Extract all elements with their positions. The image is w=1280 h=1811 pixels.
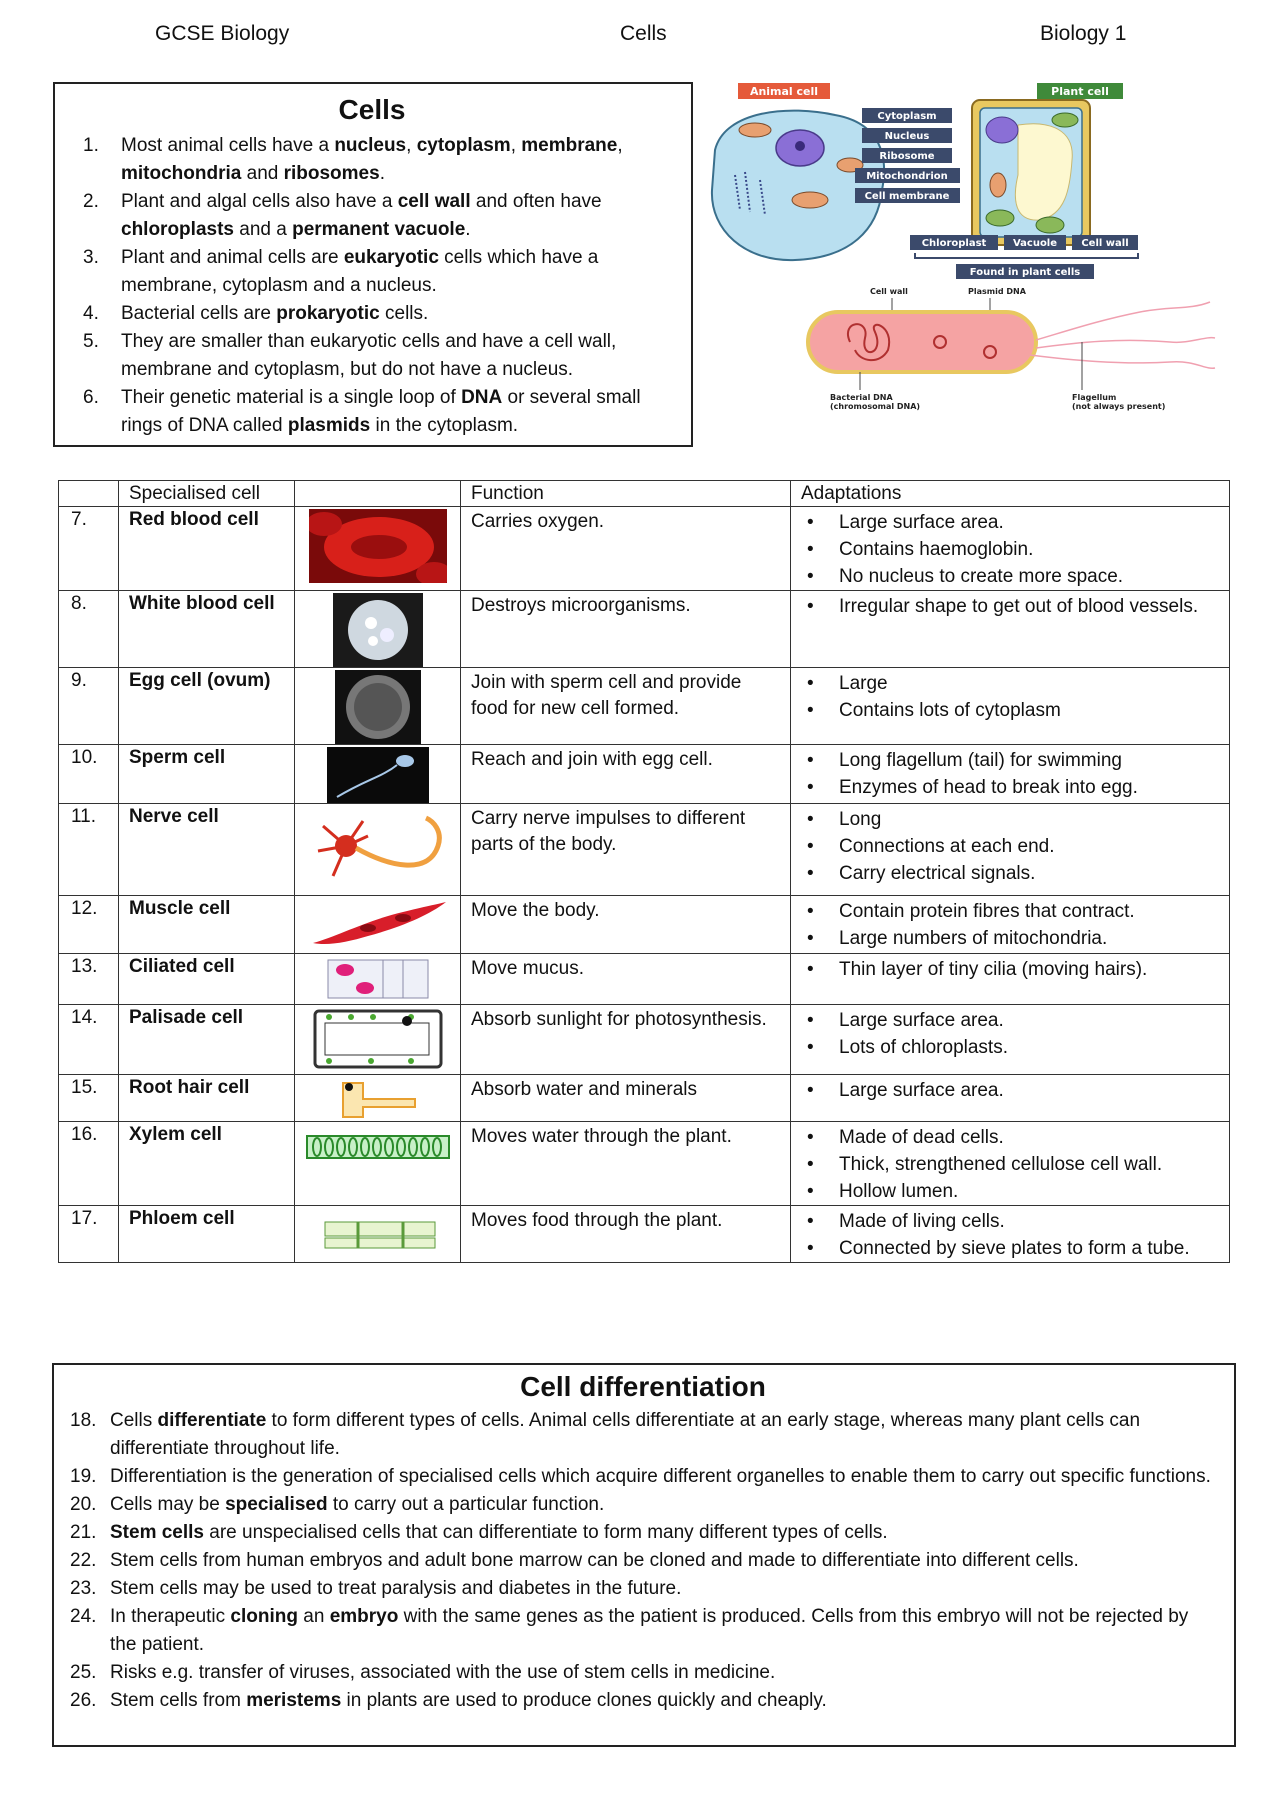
item-number: 3. <box>83 247 99 268</box>
cell-adaptations <box>791 1075 1230 1122</box>
differentiation-list <box>70 1407 1216 1715</box>
cell-name: Sperm cell <box>119 745 295 804</box>
bullet-icon: • <box>807 777 814 798</box>
bullet-icon: • <box>807 566 814 587</box>
item-text: In therapeutic cloning an embryo with the same genes as the patient is produced. Cells from this embryo will not be rejected by the patient. <box>110 1606 1189 1655</box>
plant-bracket <box>915 253 1138 258</box>
table-row <box>59 745 1230 804</box>
row-number: 7. <box>59 507 119 591</box>
adaptation-text: Enzymes of head to break into egg. <box>839 777 1138 798</box>
cells-list <box>73 132 671 440</box>
bact-plasmid-label: Plasmid DNA <box>968 287 1026 296</box>
adaptation-item <box>801 509 1219 536</box>
adaptation-item <box>801 833 1219 860</box>
item-text: Bacterial cells are prokaryotic cells. <box>121 303 429 324</box>
xylem-cell-image <box>303 1124 453 1168</box>
cell-function: Join with sperm cell and provide food for new cell formed. <box>461 668 791 745</box>
cell-adaptations <box>791 668 1230 745</box>
label-mitochondrion: Mitochondrion <box>866 171 948 182</box>
bact-body <box>808 312 1036 372</box>
item-text: Stem cells from human embryos and adult bone marrow can be cloned and made to differentiate into different cells. <box>110 1550 1079 1571</box>
cell-adaptations <box>791 1206 1230 1263</box>
adaptation-text: Connected by sieve plates to form a tube. <box>839 1238 1190 1259</box>
bacterium <box>808 287 1215 411</box>
table-row <box>59 804 1230 896</box>
cell-adaptations <box>791 591 1230 668</box>
cells-box-title: Cells <box>338 94 406 125</box>
bullet-icon: • <box>807 1010 814 1031</box>
cell-adaptations <box>791 1122 1230 1206</box>
item-number: 1. <box>83 135 99 156</box>
row-number: 17. <box>59 1206 119 1263</box>
adaptation-text: Made of living cells. <box>839 1211 1005 1232</box>
differentiation-item <box>70 1659 1216 1687</box>
differentiation-item <box>70 1575 1216 1603</box>
adaptation-item <box>801 774 1219 801</box>
bullet-icon: • <box>807 901 814 922</box>
differentiation-item <box>70 1547 1216 1575</box>
item-text: Stem cells from meristems in plants are used to produce clones quickly and cheaply. <box>110 1690 827 1711</box>
row-number: 8. <box>59 591 119 668</box>
bullet-icon: • <box>807 1080 814 1101</box>
bact-flagellum-label-1: Flagellum <box>1072 393 1117 402</box>
header-topic: Cells <box>620 22 667 45</box>
muscle-cell-image <box>308 898 448 950</box>
label-ribosome: Ribosome <box>879 151 935 162</box>
bullet-icon: • <box>807 863 814 884</box>
bullet-icon: • <box>807 1211 814 1232</box>
cell-image <box>295 591 461 668</box>
cell-image <box>295 668 461 745</box>
cell-adaptations <box>791 896 1230 954</box>
bact-cell-wall-label: Cell wall <box>870 287 908 296</box>
item-number: 5. <box>83 331 99 352</box>
adaptation-text: Contains haemoglobin. <box>839 539 1034 560</box>
adaptation-text: Long <box>839 809 882 830</box>
table-header-row <box>59 481 1230 507</box>
item-text: Their genetic material is a single loop of DNA or several small rings of DNA called plasmids in the cytoplasm. <box>121 387 641 436</box>
cell-image <box>295 745 461 804</box>
adaptation-item <box>801 1208 1219 1235</box>
bullet-icon: • <box>807 700 814 721</box>
adaptation-item <box>801 536 1219 563</box>
adaptation-item <box>801 1077 1219 1104</box>
adaptation-item <box>801 670 1219 697</box>
cell-image <box>295 1122 461 1206</box>
adaptation-text: Contains lots of cytoplasm <box>839 700 1061 721</box>
bact-dna-label-2: (chromosomal DNA) <box>830 402 921 411</box>
cell-image <box>295 1206 461 1263</box>
bullet-icon: • <box>807 1127 814 1148</box>
adaptation-item <box>801 563 1219 590</box>
plant-chloroplast-3 <box>1052 113 1078 127</box>
cell-adaptations <box>791 745 1230 804</box>
bullet-icon: • <box>807 512 814 533</box>
plant-nucleus <box>986 117 1018 143</box>
ciliated-cell-image <box>323 956 433 1002</box>
cell-adaptations <box>791 804 1230 896</box>
cell-function: Destroys microorganisms. <box>461 591 791 668</box>
adaptation-item <box>801 806 1219 833</box>
phloem-cell-image <box>313 1208 443 1258</box>
cell-image <box>295 804 461 896</box>
item-number: 6. <box>83 387 99 408</box>
adaptation-item <box>801 898 1219 925</box>
item-text: Stem cells are unspecialised cells that can differentiate to form many different types of cells. <box>110 1522 888 1543</box>
adaptation-item <box>801 1007 1219 1034</box>
cell-function: Absorb sunlight for photosynthesis. <box>461 1005 791 1075</box>
item-text: Stem cells may be used to treat paralysis and diabetes in the future. <box>110 1578 682 1599</box>
row-number: 12. <box>59 896 119 954</box>
item-text: Differentiation is the generation of specialised cells which acquire different organelles to enable them to carry out specific functions. <box>110 1466 1211 1487</box>
row-number: 9. <box>59 668 119 745</box>
plant-mitochondrion <box>990 173 1006 197</box>
animal-mitochondrion-1 <box>739 123 771 137</box>
cell-function: Move mucus. <box>461 954 791 1005</box>
table-row <box>59 1005 1230 1075</box>
header-image <box>295 481 461 507</box>
plant-only-labels <box>910 235 1138 279</box>
item-number: 22. <box>70 1550 97 1571</box>
bullet-icon: • <box>807 836 814 857</box>
cell-adaptations <box>791 1005 1230 1075</box>
cell-name: Muscle cell <box>119 896 295 954</box>
plant-chloroplast-1 <box>986 210 1014 226</box>
adaptation-text: Lots of chloroplasts. <box>839 1037 1008 1058</box>
row-number: 15. <box>59 1075 119 1122</box>
bact-flagellum-label-2: (not always present) <box>1072 402 1166 411</box>
cell-adaptations <box>791 954 1230 1005</box>
adaptation-text: No nucleus to create more space. <box>839 566 1124 587</box>
cells-list-item <box>73 132 671 188</box>
label-vacuole: Vacuole <box>1012 238 1058 249</box>
adaptation-item <box>801 860 1219 887</box>
bact-dna-label-1: Bacterial DNA <box>830 393 893 402</box>
adaptation-text: Carry electrical signals. <box>839 863 1036 884</box>
cell-image <box>295 1075 461 1122</box>
item-text: Plant and algal cells also have a cell wall and often have chloroplasts and a permanent vacuole. <box>121 191 602 240</box>
bullet-icon: • <box>807 596 814 617</box>
label-cell-membrane: Cell membrane <box>864 191 950 202</box>
cells-list-item <box>73 328 671 384</box>
differentiation-item <box>70 1407 1216 1463</box>
item-text: Most animal cells have a nucleus, cytoplasm, membrane, mitochondria and ribosomes. <box>121 135 623 184</box>
adaptation-text: Hollow lumen. <box>839 1181 959 1202</box>
cells-box <box>53 82 693 447</box>
label-cytoplasm: Cytoplasm <box>877 111 937 122</box>
table-body <box>59 507 1230 1263</box>
differentiation-item <box>70 1491 1216 1519</box>
table-row <box>59 668 1230 745</box>
header-adaptations: Adaptations <box>791 481 1230 507</box>
adaptation-text: Large surface area. <box>839 512 1004 533</box>
bullet-icon: • <box>807 1154 814 1175</box>
header-unit: Biology 1 <box>1040 22 1127 45</box>
item-number: 2. <box>83 191 99 212</box>
cell-name: Nerve cell <box>119 804 295 896</box>
cell-image <box>295 1005 461 1075</box>
item-text: Risks e.g. transfer of viruses, associated with the use of stem cells in medicine. <box>110 1662 776 1683</box>
label-cell-wall: Cell wall <box>1081 238 1129 249</box>
item-text: Cells differentiate to form different types of cells. Animal cells differentiate at an early stage, whereas many plant cells can differentiate throughout life. <box>110 1410 1141 1459</box>
cell-function: Moves food through the plant. <box>461 1206 791 1263</box>
palisade-cell-image <box>311 1007 445 1071</box>
cell-name: Red blood cell <box>119 507 295 591</box>
item-number: 4. <box>83 303 99 324</box>
adaptation-text: Long flagellum (tail) for swimming <box>839 750 1122 771</box>
cell-name: Ciliated cell <box>119 954 295 1005</box>
adaptation-text: Connections at each end. <box>839 836 1055 857</box>
item-number: 20. <box>70 1494 97 1515</box>
adaptation-item <box>801 747 1219 774</box>
cells-list-item <box>73 244 671 300</box>
differentiation-item <box>70 1603 1216 1659</box>
cell-differentiation-box <box>52 1363 1236 1747</box>
cell-function: Reach and join with egg cell. <box>461 745 791 804</box>
table-row <box>59 954 1230 1005</box>
table-row <box>59 1075 1230 1122</box>
differentiation-title: Cell differentiation <box>520 1371 766 1402</box>
adaptation-item <box>801 593 1219 620</box>
bullet-icon: • <box>807 539 814 560</box>
adaptation-item <box>801 1034 1219 1061</box>
adaptation-text: Thin layer of tiny cilia (moving hairs). <box>839 959 1148 980</box>
row-number: 16. <box>59 1122 119 1206</box>
label-nucleus: Nucleus <box>884 131 930 142</box>
nerve-cell-image <box>308 806 448 890</box>
cells-list-item <box>73 300 671 328</box>
adaptation-item <box>801 1151 1219 1178</box>
table-row <box>59 896 1230 954</box>
row-number: 14. <box>59 1005 119 1075</box>
red-blood-cell-image <box>309 509 447 583</box>
cells-list-item <box>73 384 671 440</box>
cell-name: White blood cell <box>119 591 295 668</box>
item-text: Cells may be specialised to carry out a particular function. <box>110 1494 605 1515</box>
table-row <box>59 591 1230 668</box>
item-number: 23. <box>70 1578 97 1599</box>
bullet-icon: • <box>807 809 814 830</box>
cell-function: Move the body. <box>461 896 791 954</box>
cell-image <box>295 954 461 1005</box>
item-number: 21. <box>70 1522 97 1543</box>
item-number: 25. <box>70 1662 97 1683</box>
adaptation-item <box>801 1235 1219 1262</box>
item-number: 26. <box>70 1690 97 1711</box>
bullet-icon: • <box>807 1037 814 1058</box>
cell-function: Absorb water and minerals <box>461 1075 791 1122</box>
adaptation-item <box>801 925 1219 952</box>
cell-diagram <box>700 80 1220 475</box>
adaptation-text: Made of dead cells. <box>839 1127 1004 1148</box>
differentiation-item <box>70 1463 1216 1491</box>
cell-image <box>295 896 461 954</box>
specialised-cells-table <box>58 480 1230 1263</box>
item-text: They are smaller than eukaryotic cells and have a cell wall, membrane and cytoplasm, but do not have a nucleus. <box>121 331 617 380</box>
animal-nucleolus <box>795 141 805 151</box>
adaptation-item <box>801 697 1219 724</box>
bact-flagellum-1 <box>1036 302 1210 340</box>
white-blood-cell-image <box>333 593 423 667</box>
item-number: 18. <box>70 1410 97 1431</box>
label-found-in-plant: Found in plant cells <box>969 267 1081 278</box>
bullet-icon: • <box>807 750 814 771</box>
adaptation-text: Large surface area. <box>839 1080 1004 1101</box>
bullet-icon: • <box>807 928 814 949</box>
adaptation-text: Large surface area. <box>839 1010 1004 1031</box>
cell-diagram-svg <box>700 80 1220 475</box>
bullet-icon: • <box>807 673 814 694</box>
cell-name: Xylem cell <box>119 1122 295 1206</box>
differentiation-item <box>70 1687 1216 1715</box>
animal-cell-label: Animal cell <box>749 85 819 98</box>
bact-flagellum-2 <box>1036 338 1215 348</box>
bullet-icon: • <box>807 959 814 980</box>
cell-name: Palisade cell <box>119 1005 295 1075</box>
cell-name: Phloem cell <box>119 1206 295 1263</box>
label-chloroplast: Chloroplast <box>921 238 987 249</box>
adaptation-item <box>801 956 1219 983</box>
row-number: 10. <box>59 745 119 804</box>
cell-name: Root hair cell <box>119 1075 295 1122</box>
plant-chloroplast-2 <box>1036 217 1064 233</box>
cells-list-item <box>73 188 671 244</box>
cell-function: Carries oxygen. <box>461 507 791 591</box>
adaptation-text: Thick, strengthened cellulose cell wall. <box>839 1154 1163 1175</box>
egg-cell-image <box>335 670 421 744</box>
header-num <box>59 481 119 507</box>
root-hair-cell-image <box>333 1077 423 1121</box>
adaptation-item <box>801 1178 1219 1205</box>
plant-cell-label: Plant cell <box>1051 85 1109 98</box>
cell-name: Egg cell (ovum) <box>119 668 295 745</box>
item-text: Plant and animal cells are eukaryotic cells which have a membrane, cytoplasm and a nucleus. <box>121 247 599 296</box>
cell-function: Moves water through the plant. <box>461 1122 791 1206</box>
sperm-cell-image <box>327 747 429 803</box>
cell-image <box>295 507 461 591</box>
adaptation-item <box>801 1124 1219 1151</box>
bullet-icon: • <box>807 1181 814 1202</box>
item-number: 24. <box>70 1606 97 1627</box>
animal-mitochondrion-2 <box>792 192 828 208</box>
cell-function: Carry nerve impulses to different parts of the body. <box>461 804 791 896</box>
organelle-labels <box>855 108 960 203</box>
bullet-icon: • <box>807 1238 814 1259</box>
differentiation-item <box>70 1519 1216 1547</box>
item-number: 19. <box>70 1466 97 1487</box>
row-number: 13. <box>59 954 119 1005</box>
adaptation-text: Large numbers of mitochondria. <box>839 928 1108 949</box>
adaptation-text: Large <box>839 673 888 694</box>
header-function: Function <box>461 481 791 507</box>
adaptation-text: Contain protein fibres that contract. <box>839 901 1135 922</box>
row-number: 11. <box>59 804 119 896</box>
table-row <box>59 1206 1230 1263</box>
table-row <box>59 1122 1230 1206</box>
adaptation-text: Irregular shape to get out of blood vessels. <box>839 596 1199 617</box>
cell-adaptations <box>791 507 1230 591</box>
bact-flagellum-3 <box>1030 355 1215 368</box>
table-row <box>59 507 1230 591</box>
header-subject: GCSE Biology <box>155 22 290 45</box>
header-specialised-cell: Specialised cell <box>119 481 295 507</box>
